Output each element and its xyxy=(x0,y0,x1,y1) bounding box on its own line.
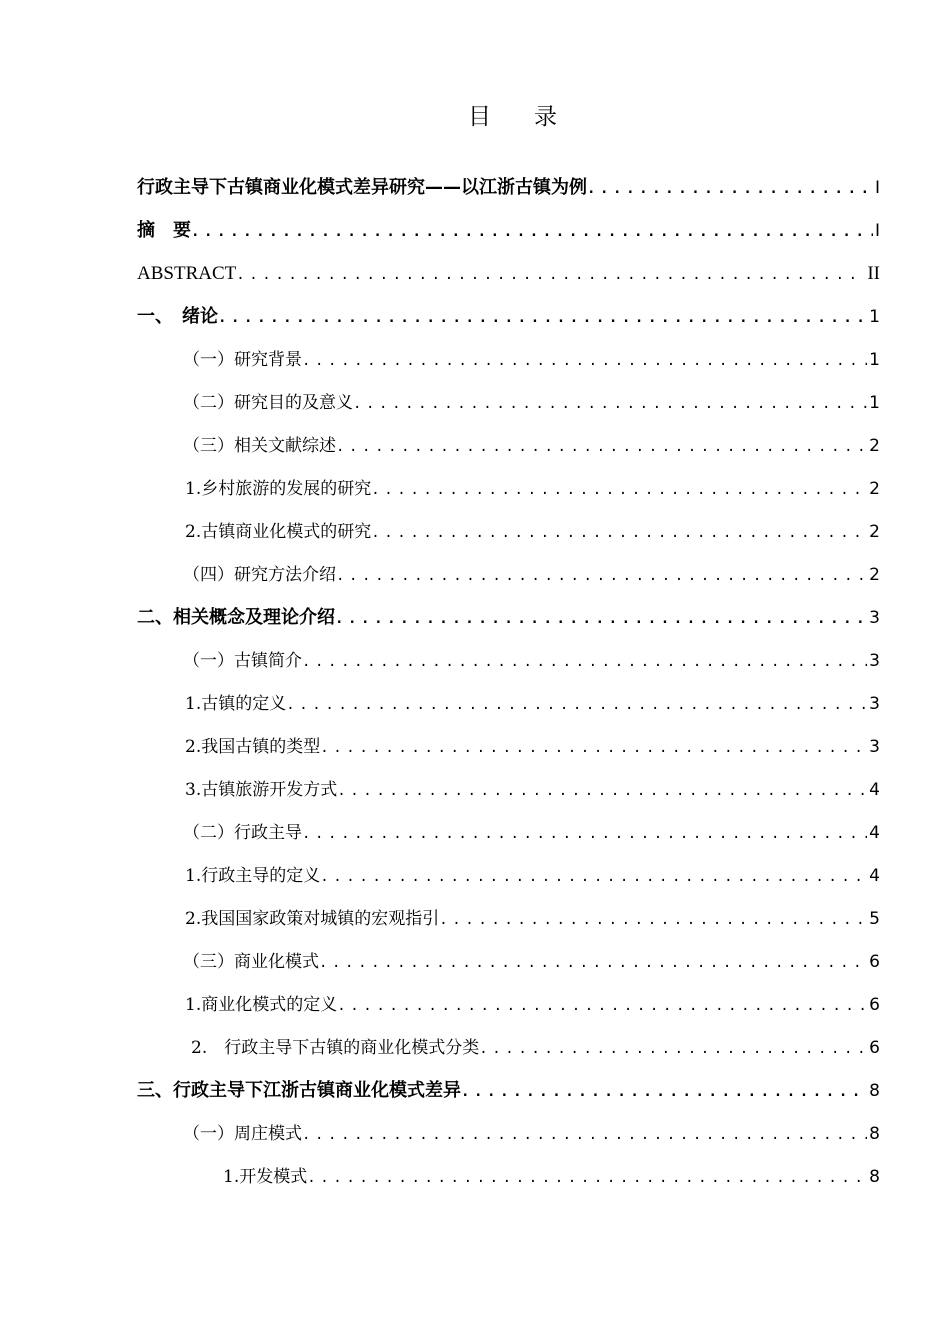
toc-entry-page: 2 xyxy=(869,479,880,499)
toc-entry-label: 三、行政主导下江浙古镇商业化模式差异 xyxy=(137,1080,461,1101)
toc-entry[interactable] xyxy=(183,431,880,461)
toc-entry-label: 摘 要 xyxy=(137,220,191,241)
toc-leader xyxy=(302,819,867,849)
toc-entry-label: （二）行政主导 xyxy=(183,823,302,843)
toc-leader xyxy=(307,1163,867,1193)
toc-entry[interactable] xyxy=(185,689,880,719)
toc-entry[interactable] xyxy=(183,388,880,418)
toc-entry[interactable] xyxy=(185,904,880,934)
toc-entry[interactable] xyxy=(137,173,880,203)
toc-entry-page: 1 xyxy=(869,350,880,370)
toc-leader xyxy=(320,733,867,763)
toc-leader xyxy=(319,948,867,978)
toc-leader xyxy=(336,561,867,591)
toc-entry-label: 1.乡村旅游的发展的研究 xyxy=(185,479,372,499)
toc-leader xyxy=(479,1034,867,1064)
toc-entry-page: 3 xyxy=(869,737,880,757)
toc-entry[interactable] xyxy=(183,1119,880,1149)
toc-leader xyxy=(371,475,867,505)
toc-entry-label: （一）古镇简介 xyxy=(183,651,302,671)
toc-entry[interactable] xyxy=(137,302,880,332)
toc-entry[interactable] xyxy=(183,947,880,977)
toc-entry-label: 1.开发模式 xyxy=(223,1167,308,1187)
toc-entry-page: 2 xyxy=(869,436,880,456)
toc-leader xyxy=(337,776,867,806)
toc-entry[interactable] xyxy=(137,1076,880,1106)
toc-entry[interactable] xyxy=(185,990,880,1020)
toc-leader xyxy=(302,346,867,376)
toc-entry[interactable] xyxy=(137,259,880,289)
toc-leader xyxy=(587,174,873,204)
toc-entry-page: 1 xyxy=(869,307,880,327)
toc-leader xyxy=(337,991,867,1021)
toc-leader xyxy=(371,518,867,548)
toc-entry-page: I xyxy=(874,221,880,241)
toc-entry[interactable] xyxy=(185,517,880,547)
toc-entry-page: II xyxy=(867,263,880,284)
toc-entry[interactable] xyxy=(183,646,880,676)
toc-entry-page: 4 xyxy=(869,780,880,800)
toc-entry-label: （二）研究目的及意义 xyxy=(183,393,353,413)
toc-entry[interactable] xyxy=(191,1033,880,1063)
toc-entry[interactable] xyxy=(185,474,880,504)
toc-entry-label: 1.行政主导的定义 xyxy=(185,866,321,886)
toc-entry[interactable] xyxy=(185,775,880,805)
toc-leader xyxy=(461,1077,867,1107)
toc-entry-label: （三）商业化模式 xyxy=(183,952,319,972)
toc-leader xyxy=(302,647,867,677)
toc-leader xyxy=(439,905,867,935)
toc-leader xyxy=(302,1120,867,1150)
toc-leader xyxy=(236,260,865,290)
toc-entry-label: 2.我国国家政策对城镇的宏观指引 xyxy=(185,909,440,929)
toc-entry[interactable] xyxy=(185,861,880,891)
toc-leader xyxy=(320,862,867,892)
toc-entry-page: 2 xyxy=(869,565,880,585)
toc-entry-page: 3 xyxy=(869,694,880,714)
toc-entry-page: 6 xyxy=(869,952,880,972)
toc-entry-label: （三）相关文献综述 xyxy=(183,436,336,456)
toc-entry-page: 3 xyxy=(869,608,880,628)
toc-entry-page: 2 xyxy=(869,522,880,542)
toc-entry-page: 6 xyxy=(869,995,880,1015)
toc-leader xyxy=(336,432,867,462)
toc-entry[interactable] xyxy=(183,345,880,375)
toc-leader xyxy=(191,217,873,247)
toc-entry-page: 8 xyxy=(869,1167,880,1187)
toc-entry[interactable] xyxy=(223,1162,880,1192)
toc-entry-page: 4 xyxy=(869,866,880,886)
toc-entry-label: 2.古镇商业化模式的研究 xyxy=(185,522,372,542)
toc-entry-label: 1.商业化模式的定义 xyxy=(185,995,338,1015)
toc-entry-label: 3.古镇旅游开发方式 xyxy=(185,780,338,800)
toc-entry[interactable] xyxy=(183,818,880,848)
toc-entry-label: 2. 行政主导下古镇的商业化模式分类 xyxy=(191,1038,480,1058)
toc-entry[interactable] xyxy=(183,560,880,590)
toc-leader xyxy=(335,604,867,634)
toc-entry-page: 6 xyxy=(869,1038,880,1058)
toc-entry-label: ABSTRACT xyxy=(137,263,237,284)
toc-entry[interactable] xyxy=(137,216,880,246)
toc-title: 目 录 xyxy=(468,104,567,130)
toc-entry-label: （一）周庄模式 xyxy=(183,1124,302,1144)
toc-entry-page: 4 xyxy=(869,823,880,843)
toc-entry-page: 8 xyxy=(869,1124,880,1144)
toc-leader xyxy=(218,303,867,333)
toc-entry-label: 2.我国古镇的类型 xyxy=(185,737,321,757)
toc-entry-page: 8 xyxy=(869,1081,880,1101)
toc-entry[interactable] xyxy=(185,732,880,762)
toc-entry-page: 3 xyxy=(869,651,880,671)
toc-entry-page: I xyxy=(874,178,880,198)
toc-entry[interactable] xyxy=(137,603,880,633)
toc-entry-page: 5 xyxy=(869,909,880,929)
toc-entry-label: 一、 绪论 xyxy=(137,306,218,327)
toc-leader xyxy=(286,690,867,720)
toc-entry-page: 1 xyxy=(869,393,880,413)
toc-entry-label: 行政主导下古镇商业化模式差异研究——以江浙古镇为例 xyxy=(137,177,587,198)
toc-entry-label: 二、相关概念及理论介绍 xyxy=(137,607,335,628)
toc-leader xyxy=(353,389,867,419)
toc-entry-label: 1.古镇的定义 xyxy=(185,694,287,714)
toc-entry-label: （四）研究方法介绍 xyxy=(183,565,336,585)
toc-entry-label: （一）研究背景 xyxy=(183,350,302,370)
